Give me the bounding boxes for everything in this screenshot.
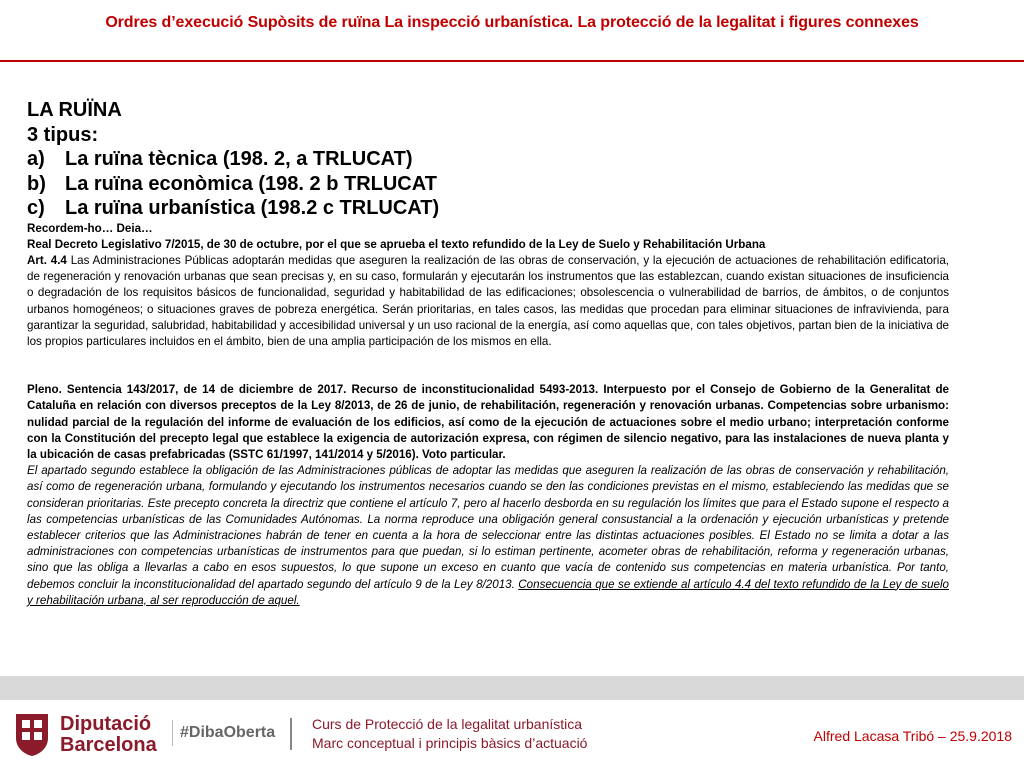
- author-date: Alfred Lacasa Tribó – 25.9.2018: [813, 728, 1012, 744]
- footer-band: [0, 676, 1024, 700]
- list-item-text: La ruïna econòmica (198. 2 b TRLUCAT: [65, 172, 437, 195]
- hashtag: #DibaOberta: [180, 724, 276, 741]
- list-marker: a): [27, 148, 45, 170]
- title-divider: [0, 60, 1024, 62]
- footer-divider: [290, 718, 292, 750]
- course-info: [312, 715, 587, 753]
- slide-title: Ordres d’execució Supòsits de ruïna La inspecció urbanística. La protecció de la legalitat i figures connexes: [105, 14, 919, 31]
- list-item: [27, 196, 949, 221]
- course-subtitle: Marc conceptual i principis bàsics d’actuació: [312, 735, 588, 751]
- article-label: Art. 4.4: [27, 253, 67, 267]
- spacer: [27, 350, 949, 382]
- sentence-excerpt: [27, 463, 949, 609]
- reminder-text: Recordem-ho… Deia…: [27, 221, 153, 235]
- logo-wordmark: [60, 714, 157, 756]
- sentence-summary: Pleno. Sentencia 143/2017, de 14 de diciembre de 2017. Recurso de inconstitucionalidad 5493-2013. Interpuesto por el Consejo de Gobierno de la Generalitat de Cataluña en relación con diversos preceptos de la Ley 8/2013, de 26 de junio, de rehabilitación, regeneración y renovación urbanas. Competencias sobre urbanismo: nulidad parcial de la regulación del informe de evaluación de los edificios, así como de la ejecución de actuaciones sobre el medio urbano; interpretación conforme con la Constitución del precepto legal que establece la exigencia de autorización expresa, con régimen de silencio negativo, para las instalaciones de nueva planta y la ubicación de casas prefabricadas (SSTC 61/1997, 141/2014 y 5/2016). Voto particular.: [27, 383, 949, 461]
- list-item: [27, 147, 949, 172]
- excerpt-text: El apartado segundo establece la obligación de las Administraciones públicas de adoptar las medidas que aseguren la realización de las obras de conservación y rehabilitación, así como de regeneración urbana, formulando y ejecutando los instrumentos necesarios cuando se den las condiciones previstas en el mismo, estableciendo las medidas que se consideran prioritarias. Este precepto concreta la directriz que contiene el artículo 7, pero al hacerlo desborda en su regulación los límites que para el Estado supone el respecto a las competencias urbanísticas de las Comunidades Autónomas. La norma reproduce una obligación general consustancial a la ordenación y ejecución urbanísticas y pretende establecer criterios que las Administraciones habrán de tener en cuenta a la hora de seleccionar entre las distintas actuaciones posibles. El Estado no se limita a dotar a las administraciones con competencias urbanísticas de instrumentos para que puedan, si lo estiman pertinente, acometer obras de rehabilitación, reforma y regeneración urbanas, sino que las obliga a llevarlas a cabo en esos supuestos, lo que supone un exceso en cuanto que vacía de contenido sus competencias en materia urbanística. Por tanto, debemos concluir la inconstitucionalidad del apartado segundo del artículo 9 de la Ley 8/2013.: [27, 464, 949, 591]
- list-item: [27, 172, 949, 197]
- logo-line-2: Barcelona: [60, 734, 157, 756]
- list-item-text: La ruïna tècnica (198. 2, a TRLUCAT): [65, 148, 413, 170]
- ruin-types-list: [27, 147, 949, 221]
- slide-content: [27, 98, 949, 609]
- list-marker: c): [27, 197, 45, 219]
- types-label: 3 tipus:: [27, 123, 99, 146]
- course-title: Curs de Protecció de la legalitat urbanística: [312, 716, 583, 732]
- article-text: Las Administraciones Públicas adoptarán medidas que aseguren la realización de las obras de conservación, y la ejecución de actuaciones de rehabilitación edificatoria, de regeneración y renovación urbanas que sean precisas y, en su caso, formularán y ejecutarán los instrumentos que las establezcan, cuando existan situaciones de insuficiencia o degradación de los requisitos básicos de funcionalidad, seguridad y habitabilidad de las edificaciones; obsolescencia o vulnerabilidad de barrios, de ámbitos, o de conjuntos urbanos homogéneos; o situaciones graves de pobreza energética. Serán prioritarias, en tales casos, las medidas que procedan para eliminar situaciones de infravivienda, para garantizar la seguridad, salubridad, habitabilidad y accesibilidad universal y un uso racional de la energía, así como aquellas que, con tales objetivos, partan bien de la iniciativa de los propios particulares incluidos en el ámbito, bien de una amplia participación de los mismos en ella.: [27, 253, 949, 348]
- list-marker: b): [27, 172, 46, 195]
- article-paragraph: [27, 253, 949, 350]
- footer: [0, 700, 1024, 768]
- list-item-text: La ruïna urbanística (198.2 c TRLUCAT): [65, 197, 440, 219]
- footer-divider: [172, 720, 173, 746]
- logo-line-1: Diputació: [60, 713, 152, 735]
- diputacio-logo-icon: [12, 710, 52, 758]
- decree-title: Real Decreto Legislativo 7/2015, de 30 de octubre, por el que se aprueba el texto refundido de la Ley de Suelo y Rehabilitación Urbana: [27, 237, 766, 251]
- excerpt-conclusion: Consecuencia que se extiende al artículo 4.4 del texto refundido de la Ley de suelo y rehabilitación urbana, al ser reproducción de aquel.: [27, 577, 949, 607]
- section-heading: LA RUÏNA: [27, 99, 122, 121]
